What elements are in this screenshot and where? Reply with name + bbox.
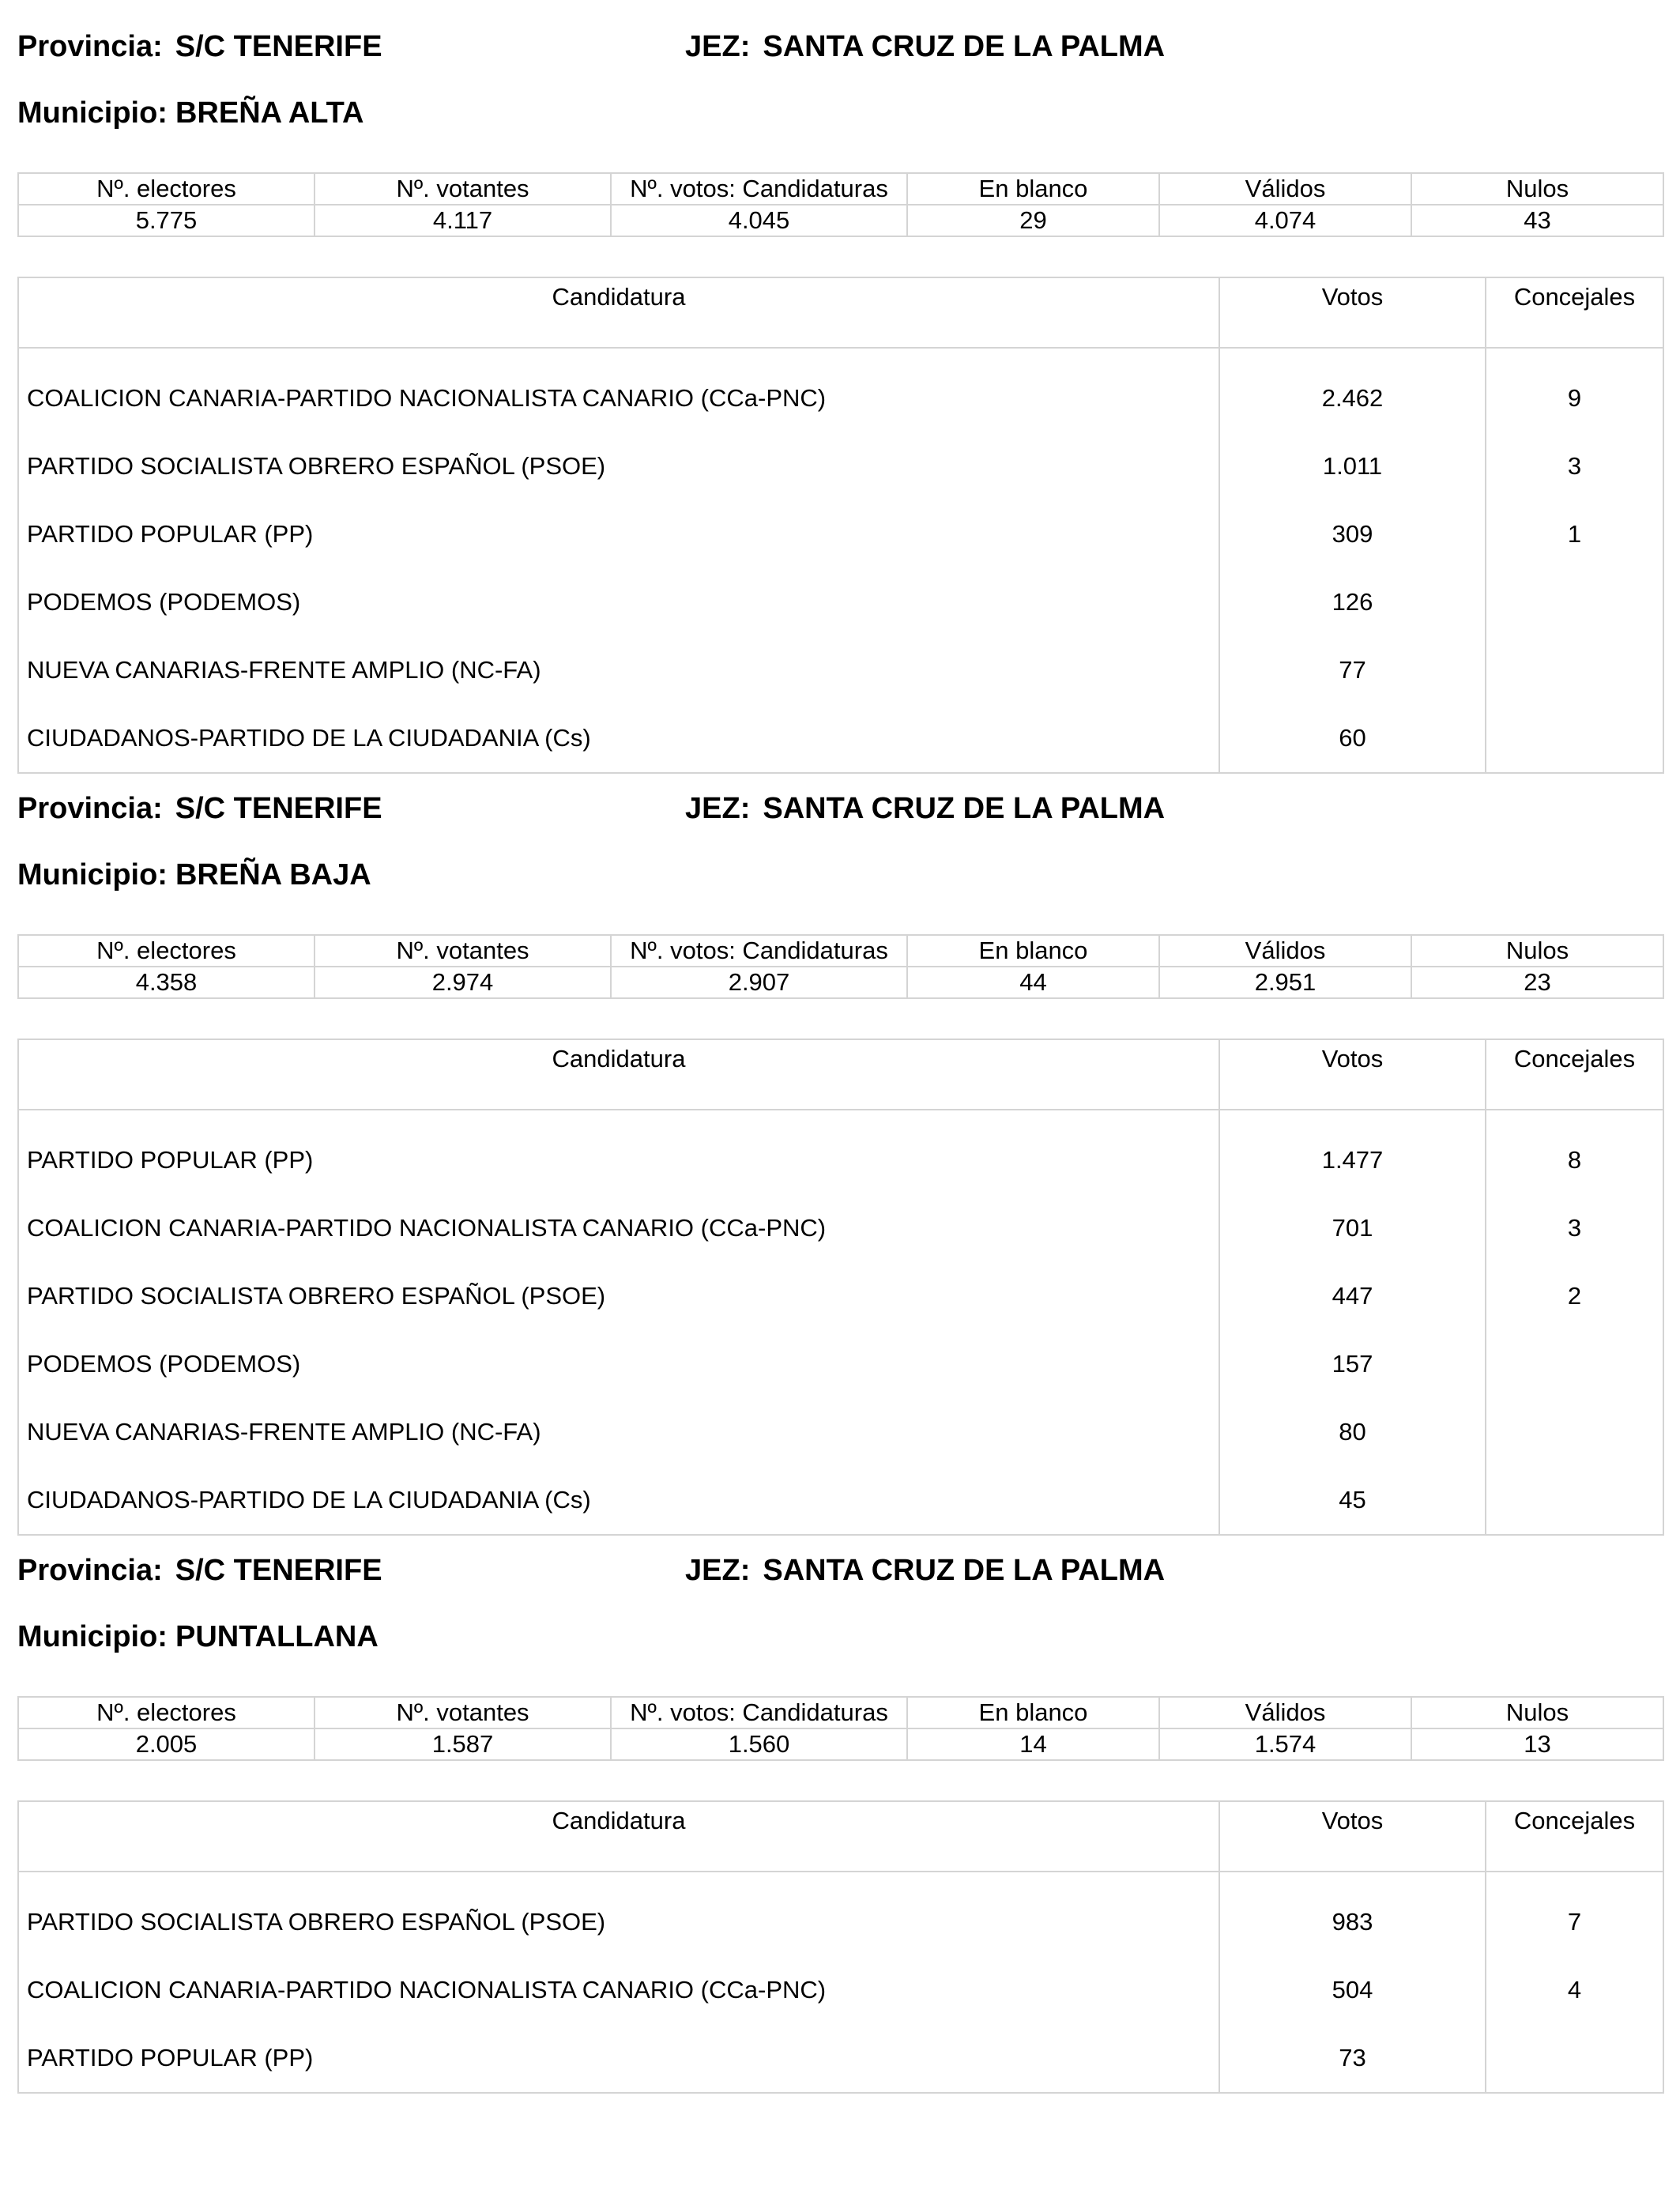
candidatura-name: PARTIDO POPULAR (PP) bbox=[18, 1110, 1219, 1194]
table-row bbox=[18, 568, 1663, 636]
concejales-value: 1 bbox=[1486, 500, 1663, 568]
summary-value-cell: 2.951 bbox=[1159, 967, 1411, 998]
summary-header-cell: Nº. votos: Candidaturas bbox=[611, 173, 907, 205]
provincia-value: S/C TENERIFE bbox=[175, 30, 382, 63]
summary-value-row bbox=[18, 205, 1663, 236]
summary-value-cell: 1.560 bbox=[611, 1728, 907, 1760]
votos-value: 80 bbox=[1219, 1398, 1486, 1466]
candidatura-header: Candidatura bbox=[18, 1039, 1219, 1110]
provincia-label: Provincia: bbox=[17, 1554, 163, 1587]
summary-header-row bbox=[18, 173, 1663, 205]
votos-value: 2.462 bbox=[1219, 348, 1486, 432]
candidatura-header: Candidatura bbox=[18, 277, 1219, 348]
candidatura-name: PARTIDO POPULAR (PP) bbox=[18, 500, 1219, 568]
summary-value-cell: 14 bbox=[907, 1728, 1159, 1760]
candidatura-name: NUEVA CANARIAS-FRENTE AMPLIO (NC-FA) bbox=[18, 636, 1219, 704]
provincia-heading bbox=[17, 30, 382, 64]
concejales-value: 4 bbox=[1486, 1956, 1663, 2024]
votos-header: Votos bbox=[1219, 277, 1486, 348]
candidaturas-header-row bbox=[18, 1801, 1663, 1872]
jez-heading bbox=[685, 792, 1165, 826]
candidaturas-header-row bbox=[18, 1039, 1663, 1110]
summary-header-cell: En blanco bbox=[907, 1697, 1159, 1728]
candidatura-name: PODEMOS (PODEMOS) bbox=[18, 568, 1219, 636]
votos-value: 73 bbox=[1219, 2024, 1486, 2093]
candidaturas-table bbox=[17, 277, 1664, 774]
votos-value: 504 bbox=[1219, 1956, 1486, 2024]
votos-value: 126 bbox=[1219, 568, 1486, 636]
table-row bbox=[18, 2024, 1663, 2093]
concejales-value bbox=[1486, 568, 1663, 636]
jez-heading bbox=[685, 1554, 1165, 1588]
concejales-value: 8 bbox=[1486, 1110, 1663, 1194]
summary-header-cell: Nulos bbox=[1411, 173, 1663, 205]
concejales-header: Concejales bbox=[1486, 1801, 1663, 1872]
table-row bbox=[18, 432, 1663, 500]
candidatura-name: COALICION CANARIA-PARTIDO NACIONALISTA CANARIO (CCa-PNC) bbox=[18, 348, 1219, 432]
municipio-heading bbox=[17, 858, 371, 892]
candidatura-name: COALICION CANARIA-PARTIDO NACIONALISTA CANARIO (CCa-PNC) bbox=[18, 1956, 1219, 2024]
municipio-value: BREÑA BAJA bbox=[175, 858, 371, 892]
table-row bbox=[18, 348, 1663, 432]
summary-header-cell: Nº. votos: Candidaturas bbox=[611, 1697, 907, 1728]
candidatura-name: PARTIDO SOCIALISTA OBRERO ESPAÑOL (PSOE) bbox=[18, 1872, 1219, 1956]
table-row bbox=[18, 1330, 1663, 1398]
jez-value: SANTA CRUZ DE LA PALMA bbox=[763, 792, 1166, 825]
provincia-label: Provincia: bbox=[17, 30, 163, 63]
votos-value: 701 bbox=[1219, 1194, 1486, 1262]
jez-label: JEZ: bbox=[685, 1554, 751, 1587]
candidatura-name: PARTIDO SOCIALISTA OBRERO ESPAÑOL (PSOE) bbox=[18, 432, 1219, 500]
summary-header-cell: Nulos bbox=[1411, 935, 1663, 967]
votos-header: Votos bbox=[1219, 1801, 1486, 1872]
candidatura-header: Candidatura bbox=[18, 1801, 1219, 1872]
concejales-value bbox=[1486, 1466, 1663, 1535]
candidatura-name: NUEVA CANARIAS-FRENTE AMPLIO (NC-FA) bbox=[18, 1398, 1219, 1466]
summary-header-cell: Válidos bbox=[1159, 935, 1411, 967]
table-row bbox=[18, 1262, 1663, 1330]
summary-header-cell: Válidos bbox=[1159, 1697, 1411, 1728]
candidatura-name: CIUDADANOS-PARTIDO DE LA CIUDADANIA (Cs) bbox=[18, 704, 1219, 773]
concejales-value bbox=[1486, 704, 1663, 773]
votos-value: 45 bbox=[1219, 1466, 1486, 1535]
candidaturas-header-row bbox=[18, 277, 1663, 348]
summary-value-cell: 43 bbox=[1411, 205, 1663, 236]
table-row bbox=[18, 636, 1663, 704]
summary-value-cell: 44 bbox=[907, 967, 1159, 998]
header-line bbox=[17, 1546, 1663, 1593]
jez-heading bbox=[685, 30, 1165, 64]
municipio-value: PUNTALLANA bbox=[175, 1620, 379, 1653]
table-row bbox=[18, 1194, 1663, 1262]
votos-value: 157 bbox=[1219, 1330, 1486, 1398]
summary-header-cell: Nº. electores bbox=[18, 173, 315, 205]
summary-table bbox=[17, 172, 1664, 237]
concejales-value: 9 bbox=[1486, 348, 1663, 432]
votos-value: 447 bbox=[1219, 1262, 1486, 1330]
summary-header-cell: Nº. votantes bbox=[315, 935, 611, 967]
summary-header-cell: Nulos bbox=[1411, 1697, 1663, 1728]
municipio-label: Municipio: bbox=[17, 1620, 168, 1653]
provincia-heading bbox=[17, 792, 382, 826]
concejales-value: 7 bbox=[1486, 1872, 1663, 1956]
concejales-value: 2 bbox=[1486, 1262, 1663, 1330]
summary-header-cell: Nº. electores bbox=[18, 1697, 315, 1728]
summary-value-row bbox=[18, 967, 1663, 998]
summary-value-cell: 4.117 bbox=[315, 205, 611, 236]
summary-header-cell: Nº. electores bbox=[18, 935, 315, 967]
jez-value: SANTA CRUZ DE LA PALMA bbox=[763, 30, 1166, 63]
candidatura-name: CIUDADANOS-PARTIDO DE LA CIUDADANIA (Cs) bbox=[18, 1466, 1219, 1535]
table-row bbox=[18, 704, 1663, 773]
table-row bbox=[18, 1466, 1663, 1535]
candidaturas-table bbox=[17, 1039, 1664, 1536]
concejales-value bbox=[1486, 1398, 1663, 1466]
summary-value-cell: 29 bbox=[907, 205, 1159, 236]
summary-header-cell: Válidos bbox=[1159, 173, 1411, 205]
summary-header-cell: Nº. votos: Candidaturas bbox=[611, 935, 907, 967]
votos-header: Votos bbox=[1219, 1039, 1486, 1110]
votos-value: 309 bbox=[1219, 500, 1486, 568]
summary-header-cell: Nº. votantes bbox=[315, 1697, 611, 1728]
header-line bbox=[17, 784, 1663, 831]
concejales-header: Concejales bbox=[1486, 277, 1663, 348]
summary-header-cell: En blanco bbox=[907, 935, 1159, 967]
candidaturas-table bbox=[17, 1800, 1664, 2094]
summary-header-cell: En blanco bbox=[907, 173, 1159, 205]
summary-value-cell: 1.587 bbox=[315, 1728, 611, 1760]
table-row bbox=[18, 1110, 1663, 1194]
municipio-value: BREÑA ALTA bbox=[175, 96, 364, 130]
summary-value-cell: 5.775 bbox=[18, 205, 315, 236]
votos-value: 60 bbox=[1219, 704, 1486, 773]
summary-value-cell: 23 bbox=[1411, 967, 1663, 998]
summary-header-row bbox=[18, 1697, 1663, 1728]
municipio-heading bbox=[17, 96, 364, 130]
concejales-value bbox=[1486, 1330, 1663, 1398]
summary-table bbox=[17, 934, 1664, 999]
concejales-value bbox=[1486, 636, 1663, 704]
jez-label: JEZ: bbox=[685, 30, 751, 63]
table-row bbox=[18, 500, 1663, 568]
jez-label: JEZ: bbox=[685, 792, 751, 825]
summary-header-row bbox=[18, 935, 1663, 967]
candidatura-name: PODEMOS (PODEMOS) bbox=[18, 1330, 1219, 1398]
summary-value-cell: 1.574 bbox=[1159, 1728, 1411, 1760]
concejales-value bbox=[1486, 2024, 1663, 2093]
summary-value-cell: 2.974 bbox=[315, 967, 611, 998]
votos-value: 1.477 bbox=[1219, 1110, 1486, 1194]
summary-value-row bbox=[18, 1728, 1663, 1760]
table-row bbox=[18, 1872, 1663, 1956]
provincia-heading bbox=[17, 1554, 382, 1588]
summary-value-cell: 13 bbox=[1411, 1728, 1663, 1760]
municipio-label: Municipio: bbox=[17, 96, 168, 130]
votos-value: 1.011 bbox=[1219, 432, 1486, 500]
candidatura-name: PARTIDO SOCIALISTA OBRERO ESPAÑOL (PSOE) bbox=[18, 1262, 1219, 1330]
summary-value-cell: 2.005 bbox=[18, 1728, 315, 1760]
jez-value: SANTA CRUZ DE LA PALMA bbox=[763, 1554, 1166, 1587]
concejales-value: 3 bbox=[1486, 1194, 1663, 1262]
summary-table bbox=[17, 1696, 1664, 1761]
concejales-header: Concejales bbox=[1486, 1039, 1663, 1110]
table-row bbox=[18, 1956, 1663, 2024]
provincia-value: S/C TENERIFE bbox=[175, 792, 382, 825]
provincia-value: S/C TENERIFE bbox=[175, 1554, 382, 1587]
provincia-label: Provincia: bbox=[17, 792, 163, 825]
summary-value-cell: 2.907 bbox=[611, 967, 907, 998]
municipio-heading bbox=[17, 1620, 379, 1654]
candidatura-name: COALICION CANARIA-PARTIDO NACIONALISTA CANARIO (CCa-PNC) bbox=[18, 1194, 1219, 1262]
municipio-label: Municipio: bbox=[17, 858, 168, 892]
candidatura-name: PARTIDO POPULAR (PP) bbox=[18, 2024, 1219, 2093]
header-line bbox=[17, 22, 1663, 70]
summary-header-cell: Nº. votantes bbox=[315, 173, 611, 205]
votos-value: 77 bbox=[1219, 636, 1486, 704]
summary-value-cell: 4.045 bbox=[611, 205, 907, 236]
summary-value-cell: 4.074 bbox=[1159, 205, 1411, 236]
votos-value: 983 bbox=[1219, 1872, 1486, 1956]
summary-value-cell: 4.358 bbox=[18, 967, 315, 998]
table-row bbox=[18, 1398, 1663, 1466]
concejales-value: 3 bbox=[1486, 432, 1663, 500]
